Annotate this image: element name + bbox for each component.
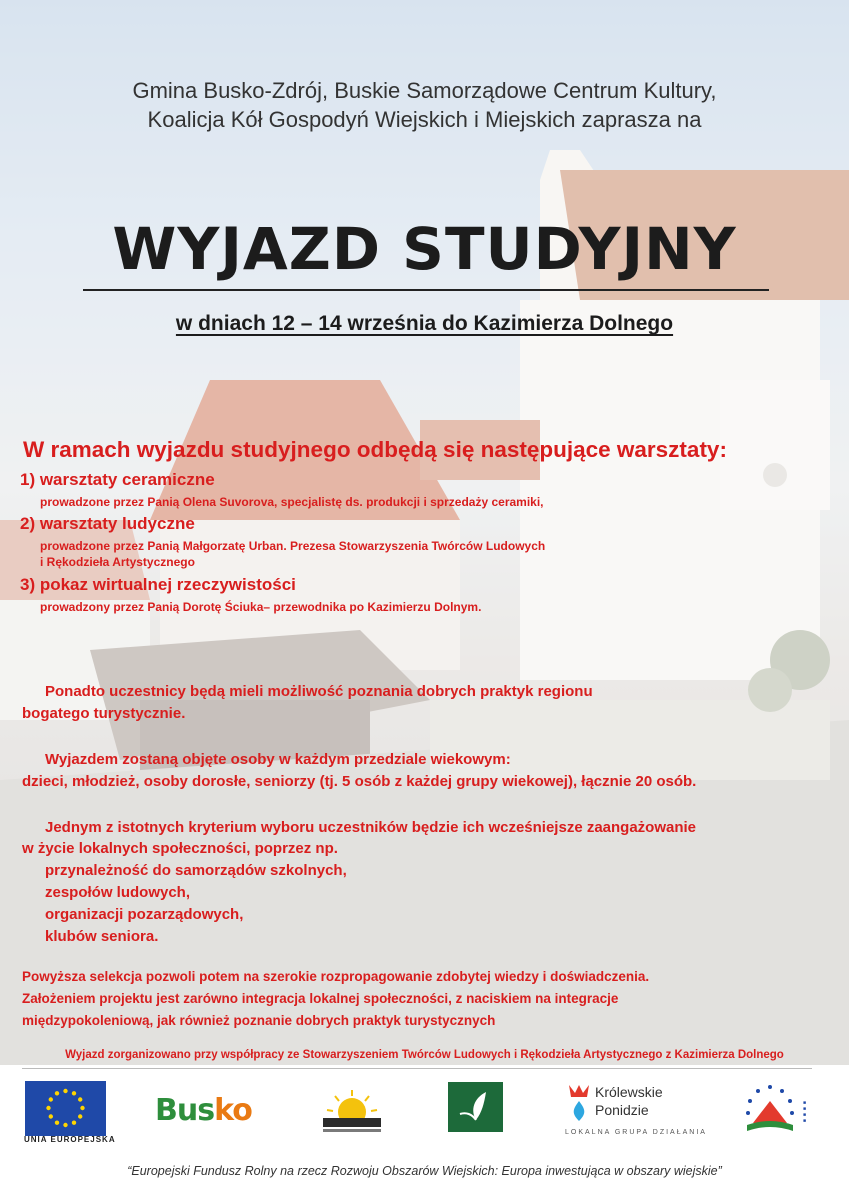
paragraph-3-line-3: przynależność do samorządów szkolnych, bbox=[45, 862, 347, 879]
workshop-1-name: 1) warsztaty ceramiczne bbox=[20, 470, 215, 489]
footer-slogan: “Europejski Fundusz Rolny na rzecz Rozwoju Obszarów Wiejskich: Europa inwestująca w obszary wiejskie” bbox=[127, 1164, 722, 1178]
eu-flag-logo bbox=[25, 1081, 106, 1136]
page-title: WYJAZD STUDYJNY bbox=[112, 215, 737, 283]
kp-subtitle: LOKALNA GRUPA DZIAŁANIA bbox=[565, 1129, 707, 1136]
krolewskie-ponidzie-name bbox=[595, 1083, 663, 1119]
collaboration-note: Wyjazd zorganizowano przy współpracy ze Stowarzyszeniem Twórców Ludowych i Rękodzieła Artystycznego z Kazimierza Dolnego bbox=[65, 1049, 784, 1061]
workshop-2-name: 2) warsztaty ludyczne bbox=[20, 514, 195, 533]
paragraph-3-line-2: w życie lokalnych społeczności, poprzez np. bbox=[22, 840, 338, 857]
paragraph-4-line-1: Powyższa selekcja pozwoli potem na szerokie rozpropagowanie zdobytej wiedzy i doświadczenia. bbox=[22, 969, 650, 984]
logo-strip bbox=[0, 1073, 849, 1153]
paragraph-3-line-5: organizacji pozarządowych, bbox=[45, 906, 244, 923]
workshop-3-desc: prowadzony przez Panią Dorotę Ściuka– przewodnika po Kazimierzu Dolnym. bbox=[40, 600, 482, 614]
workshops-lead: W ramach wyjazdu studyjnego odbędą się następujące warsztaty: bbox=[23, 437, 727, 462]
page-subtitle: w dniach 12 – 14 września do Kazimierza Dolnego bbox=[175, 312, 674, 335]
paragraph-3-line-6: klubów seniora. bbox=[45, 928, 159, 945]
intro-text bbox=[0, 76, 849, 134]
footer-divider bbox=[22, 1068, 812, 1069]
kp-name-line-1: Królewskie bbox=[595, 1084, 663, 1100]
paragraph-2-line-1: Wyjazdem zostaną objęte osoby w każdym przedziale wiekowym: bbox=[45, 751, 511, 768]
paragraph-4-line-2: Założeniem projektu jest zarówno integracja lokalnej społeczności, z naciskiem na integracje bbox=[22, 991, 619, 1006]
workshop-3-name: 3) pokaz wirtualnej rzeczywistości bbox=[20, 575, 296, 594]
workshop-1-desc: prowadzone przez Panią Olena Suvorova, specjalistę ds. produkcji i sprzedaży ceramiki, bbox=[40, 495, 544, 509]
prow-caption: ■ ■ ■ ■ bbox=[803, 1100, 807, 1124]
busko-logo-part-1: Bus bbox=[155, 1093, 215, 1128]
paragraph-3-line-4: zespołów ludowych, bbox=[45, 884, 191, 901]
workshop-2-desc-1: prowadzone przez Panią Małgorzatę Urban. Prezesa Stowarzyszenia Twórców Ludowych bbox=[40, 539, 546, 553]
paragraph-1-line-1: Ponadto uczestnicy będą mieli możliwość poznania dobrych praktyk regionu bbox=[45, 683, 593, 700]
intro-line-1: Gmina Busko-Zdrój, Buskie Samorządowe Centrum Kultury, bbox=[132, 78, 717, 103]
eu-label: UNIA EUROPEJSKA bbox=[24, 1135, 116, 1144]
busko-logo-part-2: ko bbox=[214, 1093, 252, 1128]
intro-line-2: Koalicja Kół Gospodyń Wiejskich i Miejskich zaprasza na bbox=[147, 107, 702, 132]
paragraph-3-line-1: Jednym z istotnych kryterium wyboru uczestników będzie ich wcześniejsze zaangażowanie bbox=[45, 819, 697, 836]
kp-name-line-2: Ponidzie bbox=[595, 1102, 649, 1118]
busko-logo bbox=[155, 1093, 252, 1128]
paragraph-2-line-2: dzieci, młodzież, osoby dorosłe, seniorzy (tj. 5 osób z każdej grupy wiekowej), łącznie 20 osób. bbox=[22, 773, 697, 790]
krolewskie-ponidzie-logo bbox=[565, 1083, 705, 1143]
workshop-2-desc-2: i Rękodzieła Artystycznego bbox=[40, 555, 195, 569]
paragraph-4-line-3: międzypokoleniową, jak również poznanie dobrych praktyk turystycznych bbox=[22, 1013, 496, 1028]
title-divider bbox=[83, 289, 769, 291]
dom-kultury-logo bbox=[317, 1086, 387, 1136]
prow-logo bbox=[737, 1079, 832, 1141]
paragraph-1-line-2: bogatego turystycznie. bbox=[22, 705, 186, 722]
leader-logo bbox=[448, 1082, 503, 1132]
